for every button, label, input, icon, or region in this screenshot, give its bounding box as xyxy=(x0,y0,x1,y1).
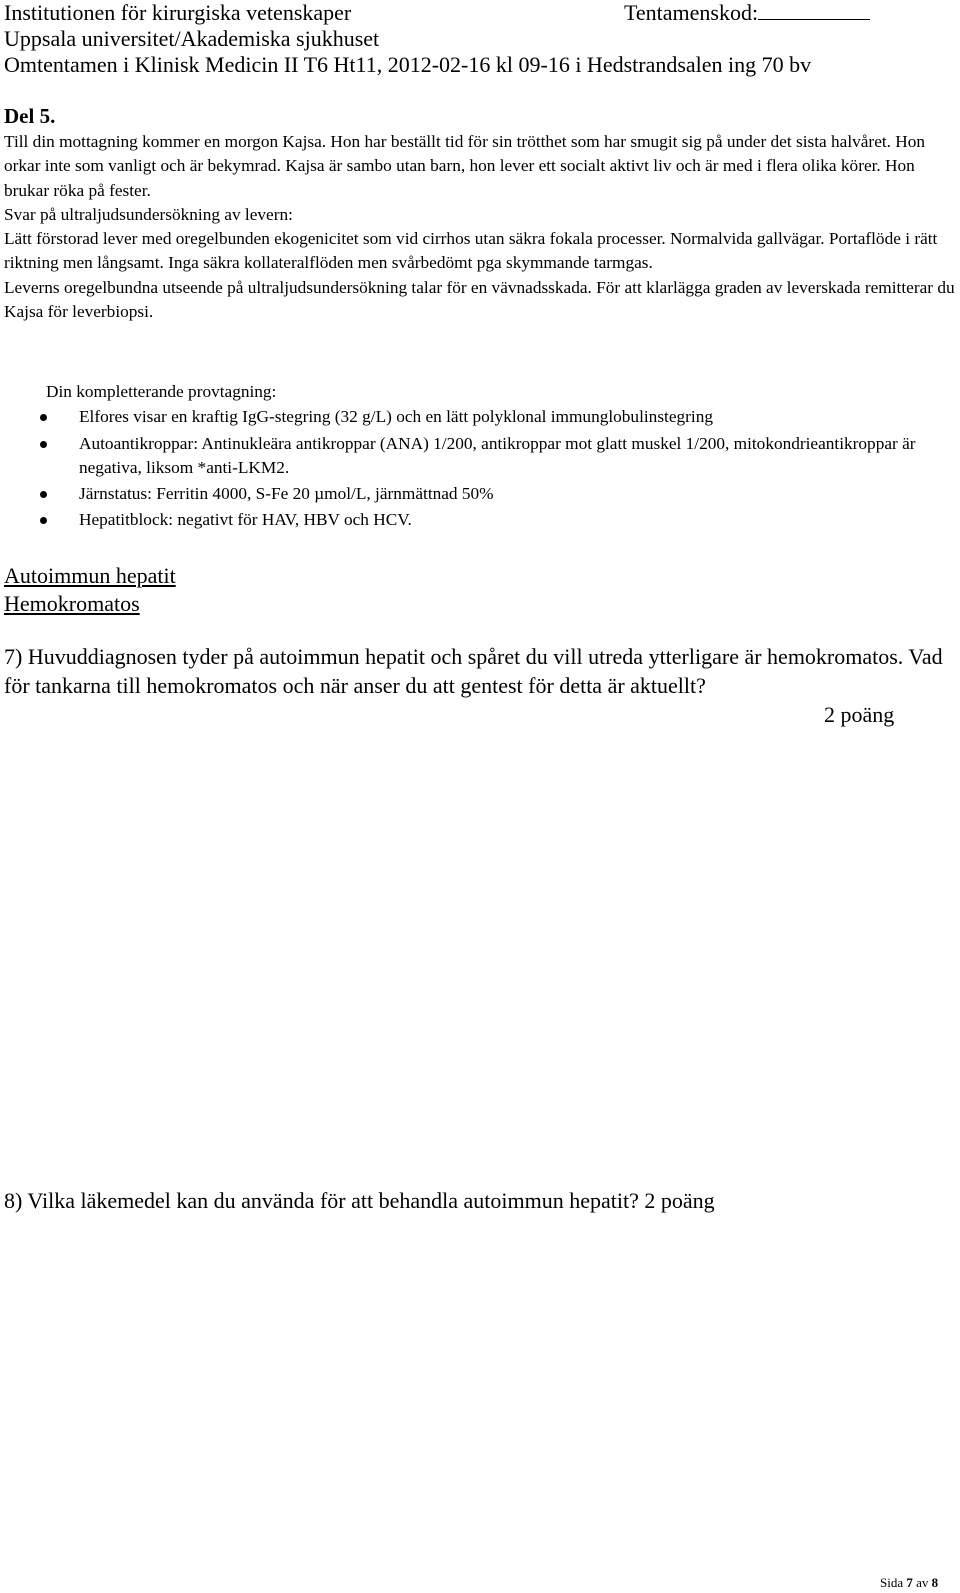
ultrasound-heading: Svar på ultraljudsundersökning av levern: xyxy=(4,204,293,224)
exam-info-header: Omtentamen i Klinisk Medicin II T6 Ht11, 2012-02-16 kl 09-16 i Hedstrandsalen ing 70 bv xyxy=(4,52,812,77)
lab-item-text: Autoantikroppar: Antinukleära antikroppar (ANA) 1/200, antikroppar mot glatt muskel 1/200, mitokondrieantikroppar är negativa, liksom *anti-LKM2. xyxy=(79,434,916,477)
question-7 xyxy=(4,642,956,727)
question-points: 2 poäng xyxy=(824,702,895,727)
footer-page-number: 7 xyxy=(906,1575,913,1590)
tentamenskod-field xyxy=(624,0,870,26)
lab-item-text: Järnstatus: Ferritin 4000, S-Fe 20 µmol/L, järnmättnad 50% xyxy=(79,484,494,503)
section-title: Del 5. xyxy=(4,104,56,128)
footer-total-pages: 8 xyxy=(931,1575,939,1590)
lab-heading: Din kompletterande provtagning: xyxy=(46,382,277,401)
question-points: 2 poäng xyxy=(644,1188,715,1213)
university-header: Uppsala universitet/Akademiska sjukhuset xyxy=(4,26,380,51)
tentamenskod-label: Tentamenskod: xyxy=(624,0,759,25)
case-paragraph: Till din mottagning kommer en morgon Kajsa. Hon har beställt tid för sin trötthet som har smugit sig på under det sista halvåret. Hon orkar inte som vanligt och är bekymrad. Kajsa är sambo utan barn, hon lever ett socialt aktivt liv och är med i flera olika körer. Hon brukar röka på fester. xyxy=(4,132,926,200)
biopsy-text: Leverns oregelbundna utseende på ultraljudsundersökning talar för en vävnadsskada. För att klarlägga graden av leverskada remitterar du Kajsa för leverbiopsi. xyxy=(4,277,955,322)
question-text: 7) Huvuddiagnosen tyder på autoimmun hepatit och spåret du vill utreda ytterligare är hemokromatos. Vad för tankarna till hemokromatos och när anser du att gentest för detta är aktuellt? xyxy=(4,644,943,698)
lab-item-text: Hepatitblock: negativt för HAV, HBV och HCV. xyxy=(79,510,412,529)
lab-item-text: Elfores visar en kraftig IgG-stegring (32 g/L) och en lätt polyklonal immunglobulinstegring xyxy=(79,407,713,426)
case-text xyxy=(4,130,956,324)
diagnosis-autoimmun-hepatit: Autoimmun hepatit xyxy=(4,563,176,588)
question-8 xyxy=(4,1186,956,1215)
question-text: 8) Vilka läkemedel kan du använda för att behandla autoimmun hepatit? xyxy=(4,1188,639,1213)
diagnosis-hemokromatos: Hemokromatos xyxy=(4,591,140,616)
footer-av: av xyxy=(916,1575,929,1590)
institution-header: Institutionen för kirurgiska vetenskaper xyxy=(4,0,352,25)
footer-sida: Sida xyxy=(880,1575,904,1590)
page-footer xyxy=(880,1575,938,1591)
ultrasound-text: Lätt förstorad lever med oregelbunden ekogenicitet som vid cirrhos utan säkra fokala processer. Normalvida gallvägar. Portaflöde i rätt riktning men långsamt. Inga säkra kollateralflöden men svårbedömt pga skymmande tarmgas. xyxy=(4,229,938,273)
tentamenskod-blank xyxy=(758,1,870,20)
